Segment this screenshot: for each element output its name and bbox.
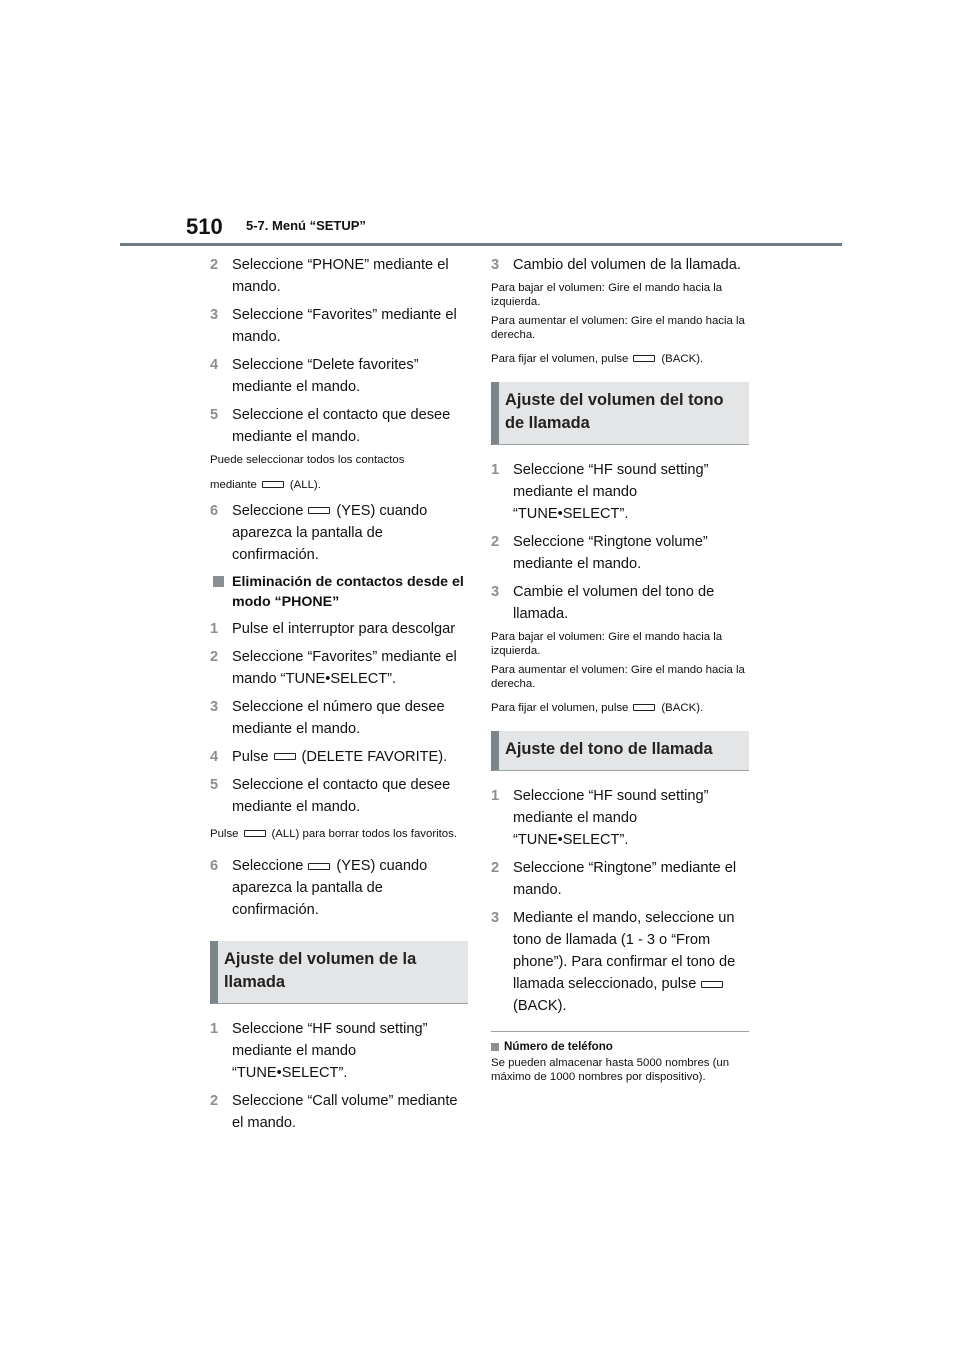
section-heading: Ajuste del volumen del tono de llamada bbox=[491, 382, 749, 445]
button-icon bbox=[244, 830, 266, 837]
step-number: 2 bbox=[210, 1093, 219, 1109]
step-item: 3 Cambio del volumen de la llamada. bbox=[491, 257, 741, 273]
step-item bbox=[210, 404, 468, 448]
step-text: Seleccione “Ringtone volume” mediante el mando. bbox=[513, 534, 708, 572]
step-item: 5 Seleccione el contacto que desee mediante el mando. bbox=[210, 776, 451, 815]
page-number: 510 bbox=[186, 214, 223, 239]
step-number: 5 bbox=[210, 407, 219, 423]
left-column bbox=[210, 254, 468, 1140]
note: Para fijar el volumen, pulse (BACK). bbox=[491, 702, 704, 714]
step-text: Seleccione “Delete favorites” mediante el mando. bbox=[232, 357, 419, 395]
button-icon bbox=[308, 863, 330, 870]
button-icon bbox=[633, 355, 655, 362]
step-item bbox=[491, 531, 749, 575]
header-divider bbox=[120, 243, 842, 246]
note: Para fijar el volumen, pulse (BACK). bbox=[491, 353, 704, 365]
step-item bbox=[210, 618, 468, 640]
step-text: Seleccione “Ringtone” mediante el mando. bbox=[513, 860, 737, 898]
button-icon bbox=[308, 507, 330, 514]
footnote-text: Se pueden almacenar hasta 5000 nombres (un máximo de 1000 nombres por dispositivo). bbox=[491, 1057, 730, 1083]
step-text: Cambie el volumen del tono de llamada. bbox=[513, 584, 715, 622]
step-number: 2 bbox=[491, 860, 500, 876]
step-text: Pulse el interruptor para descolgar bbox=[232, 620, 456, 637]
step-number: 3 bbox=[210, 698, 219, 715]
step-number: 1 bbox=[210, 620, 219, 637]
step-number: 1 bbox=[491, 462, 500, 478]
step-number: 2 bbox=[491, 534, 500, 550]
step-item bbox=[491, 459, 749, 525]
note: Para aumentar el volumen: Gire el mando hacia la derecha. bbox=[491, 315, 745, 341]
subheading: Eliminación de contactos desde el modo “PHONE” bbox=[210, 572, 468, 612]
note: mediante (ALL). bbox=[210, 478, 321, 491]
step-item: 6 Seleccione (YES) cuando aparezca la pantalla de confirmación. bbox=[210, 502, 428, 563]
square-bullet-icon bbox=[491, 1043, 499, 1051]
step-item bbox=[210, 1090, 468, 1134]
step-item bbox=[210, 1018, 468, 1084]
step-item: 3 Mediante el mando, seleccione un tono de llamada (1 - 3 o “From phone”). Para confirmar el tono de llamada seleccionado, pulse(BACK). bbox=[491, 910, 736, 1014]
chapter-title: 5-7. Menú “SETUP” bbox=[246, 218, 366, 233]
step-number: 4 bbox=[210, 357, 219, 373]
step-text: Seleccione el contacto que desee mediante el mando. bbox=[232, 407, 451, 445]
button-icon bbox=[262, 481, 284, 488]
section-heading: Ajuste del volumen de la llamada bbox=[210, 941, 468, 1004]
square-bullet-icon bbox=[213, 576, 224, 587]
step-item: 6 Seleccione (YES) cuando aparezca la pantalla de confirmación. bbox=[210, 858, 428, 918]
step-item bbox=[491, 581, 749, 625]
right-column bbox=[491, 254, 749, 1090]
step-number: 2 bbox=[210, 257, 219, 273]
note: Para aumentar el volumen: Gire el mando hacia la derecha. bbox=[491, 664, 745, 690]
button-icon bbox=[633, 704, 655, 711]
step-text: Seleccione “HF sound setting” mediante el mando “TUNE•SELECT”. bbox=[513, 788, 709, 848]
step-text: Seleccione “HF sound setting” mediante el mando “TUNE•SELECT”. bbox=[232, 1021, 428, 1081]
section-heading: Ajuste del tono de llamada bbox=[491, 731, 749, 771]
step-text: Seleccione “PHONE” mediante el mando. bbox=[232, 257, 449, 295]
step-item bbox=[210, 696, 468, 740]
step-number: 1 bbox=[491, 788, 500, 804]
step-item bbox=[210, 646, 468, 690]
note: Pulse (ALL) para borrar todos los favoritos. bbox=[210, 827, 457, 840]
step-number: 1 bbox=[210, 1021, 219, 1037]
step-item bbox=[491, 785, 749, 851]
step-number: 3 bbox=[491, 584, 500, 600]
step-text: Seleccione “HF sound setting” mediante el mando “TUNE•SELECT”. bbox=[513, 462, 709, 522]
step-text: Seleccione “Favorites” mediante el mando “TUNE•SELECT”. bbox=[232, 648, 457, 687]
step-item bbox=[210, 354, 468, 398]
note: Para bajar el volumen: Gire el mando hacia la izquierda. bbox=[491, 282, 723, 308]
step-text: Seleccione “Favorites” mediante el mando. bbox=[232, 307, 457, 345]
step-item: 4 Pulse (DELETE FAVORITE). bbox=[210, 748, 448, 765]
step-number: 3 bbox=[210, 307, 219, 323]
step-number: 2 bbox=[210, 648, 219, 665]
footnote-heading: Número de teléfono bbox=[491, 1040, 749, 1054]
footnote-divider bbox=[491, 1031, 749, 1032]
step-text: Seleccione “Call volume” mediante el mando. bbox=[232, 1093, 458, 1131]
step-text: Seleccione el número que desee mediante el mando. bbox=[232, 698, 445, 737]
button-icon bbox=[274, 753, 296, 760]
note: Puede seleccionar todos los contactos bbox=[210, 454, 405, 466]
button-icon bbox=[701, 981, 723, 988]
step-item bbox=[210, 304, 468, 348]
step-item bbox=[491, 857, 749, 901]
step-item bbox=[210, 254, 468, 298]
note: Para bajar el volumen: Gire el mando hacia la izquierda. bbox=[491, 631, 723, 657]
